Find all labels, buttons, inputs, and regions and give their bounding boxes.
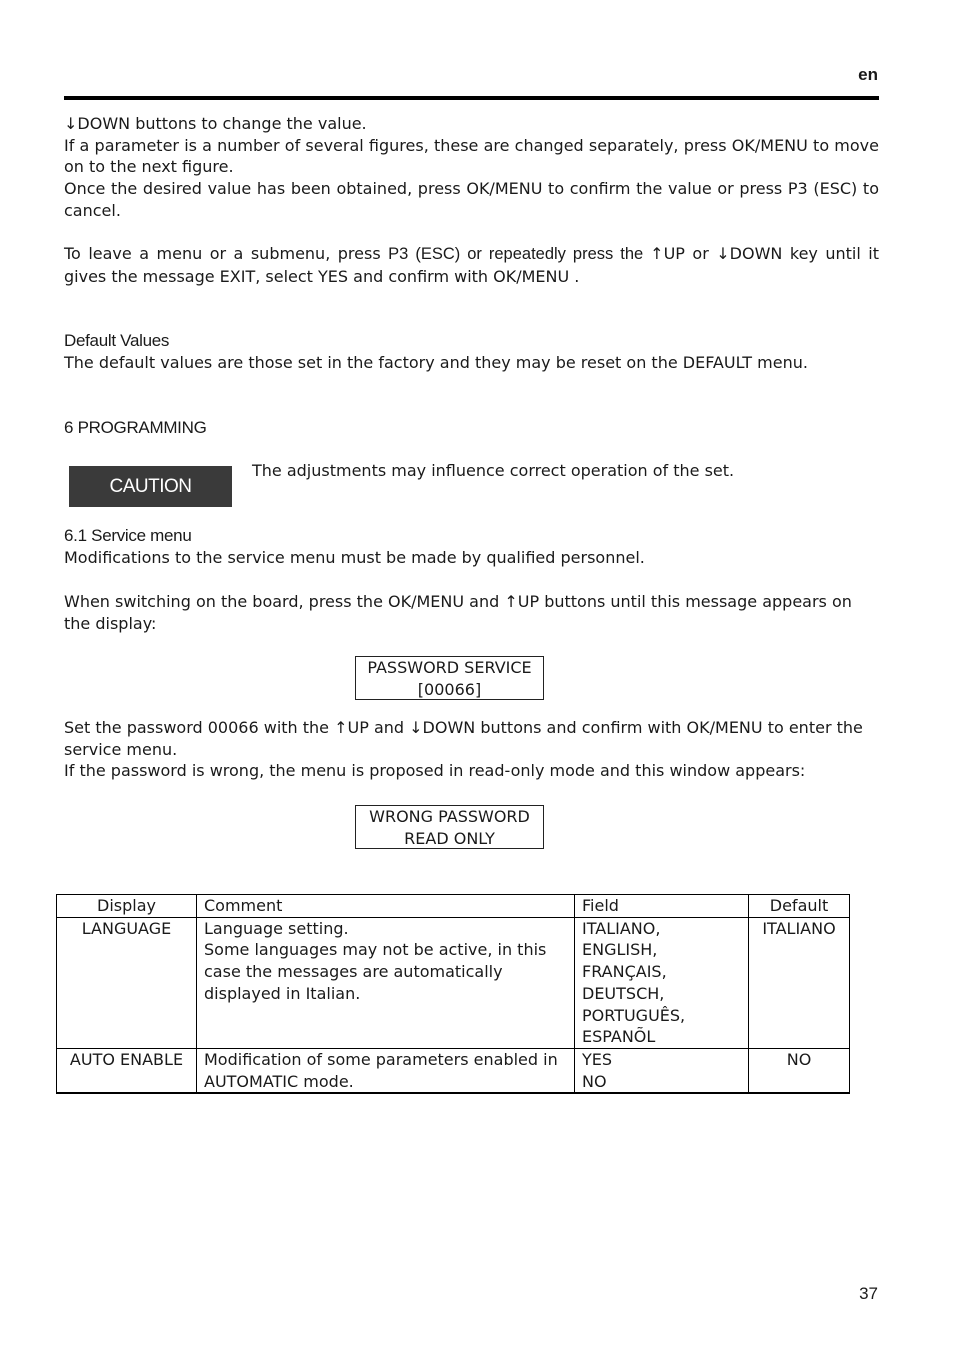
programming-heading: 6 PROGRAMMING (64, 418, 207, 437)
cell-field (575, 917, 749, 1048)
intro-line: ↓DOWN buttons to change the value. (64, 114, 367, 133)
display-line: READ ONLY (404, 828, 495, 848)
comment-line: Language setting. (204, 918, 349, 938)
column-header-field: Field (575, 895, 749, 918)
table-row (57, 1048, 850, 1093)
table-header-row (57, 895, 850, 918)
leave-text-c: ↑UP or ↓DOWN key until it gives the message EXIT, select YES and confirm with OK/MENU . (64, 244, 880, 286)
cell-default: ITALIANO (749, 917, 850, 1048)
leave-text-a: To leave a menu or a submenu, press (64, 244, 389, 263)
cell-comment (197, 1048, 575, 1093)
cell-display: AUTO ENABLE (57, 1048, 197, 1093)
password-set-text: Set the password 00066 with the ↑UP and ↓DOWN buttons and confirm with OK/MENU to enter the service menu. (64, 718, 863, 759)
cell-field (575, 1048, 749, 1093)
display-line: [00066] (417, 679, 482, 699)
default-values-text: The default values are those set in the factory and they may be reset on the DEFAULT menu. (64, 353, 808, 372)
intro-block (64, 113, 879, 222)
comment-line: Some languages may not be active, in this case the messages are automatically displayed in Italian. (204, 940, 547, 1003)
page-number: 37 (859, 1284, 878, 1303)
field-option: ESPANÕL (582, 1027, 656, 1047)
table-row (57, 917, 850, 1048)
field-option: ENGLISH, (582, 940, 658, 960)
cell-display: LANGUAGE (57, 917, 197, 1048)
password-instructions (64, 717, 879, 782)
field-option: NO (582, 1071, 607, 1091)
field-option: YES (582, 1049, 613, 1069)
service-menu-heading: 6.1 Service menu (64, 526, 192, 545)
service-menu-text: Modifications to the service menu must be made by qualified personnel. (64, 548, 645, 567)
intro-paragraph-confirm: Once the desired value has been obtained, press OK/MENU to confirm the value or press P3 (ESC) to cancel. (64, 179, 879, 220)
caution-label: CAUTION (69, 466, 232, 507)
field-option: DEUTSCH, (582, 983, 665, 1003)
password-wrong-text: If the password is wrong, the menu is proposed in read-only mode and this window appears: (64, 761, 806, 781)
header-rule (64, 96, 879, 100)
cell-comment (197, 917, 575, 1048)
column-header-display: Display (57, 895, 197, 918)
column-header-comment: Comment (197, 895, 575, 918)
display-line: PASSWORD SERVICE (367, 658, 532, 677)
display-line: WRONG PASSWORD (369, 807, 530, 826)
password-service-display (355, 656, 544, 700)
comment-line: Modification of some parameters enabled in AUTOMATIC mode. (204, 1049, 558, 1091)
column-header-default: Default (749, 895, 850, 918)
caution-text: The adjustments may influence correct operation of the set. (252, 461, 735, 480)
wrong-password-display (355, 805, 544, 849)
field-option: ITALIANO, (582, 918, 661, 938)
intro-paragraph-figures: If a parameter is a number of several figures, these are changed separately, press OK/MENU to move on to the next figure. (64, 135, 879, 177)
default-values-heading: Default Values (64, 331, 170, 350)
service-parameters-table (56, 894, 850, 1094)
cell-default: NO (749, 1048, 850, 1093)
leave-text-b: P3 (ESC) or repeatedly press the (388, 245, 651, 263)
language-code: en (858, 65, 878, 84)
leave-menu-paragraph (64, 243, 879, 287)
field-option: PORTUGUÊS, (582, 1005, 686, 1025)
service-menu-instructions: When switching on the board, press the OK/MENU and ↑UP buttons until this message appears on the display: (64, 592, 852, 633)
field-option: FRANÇAIS, (582, 962, 667, 982)
